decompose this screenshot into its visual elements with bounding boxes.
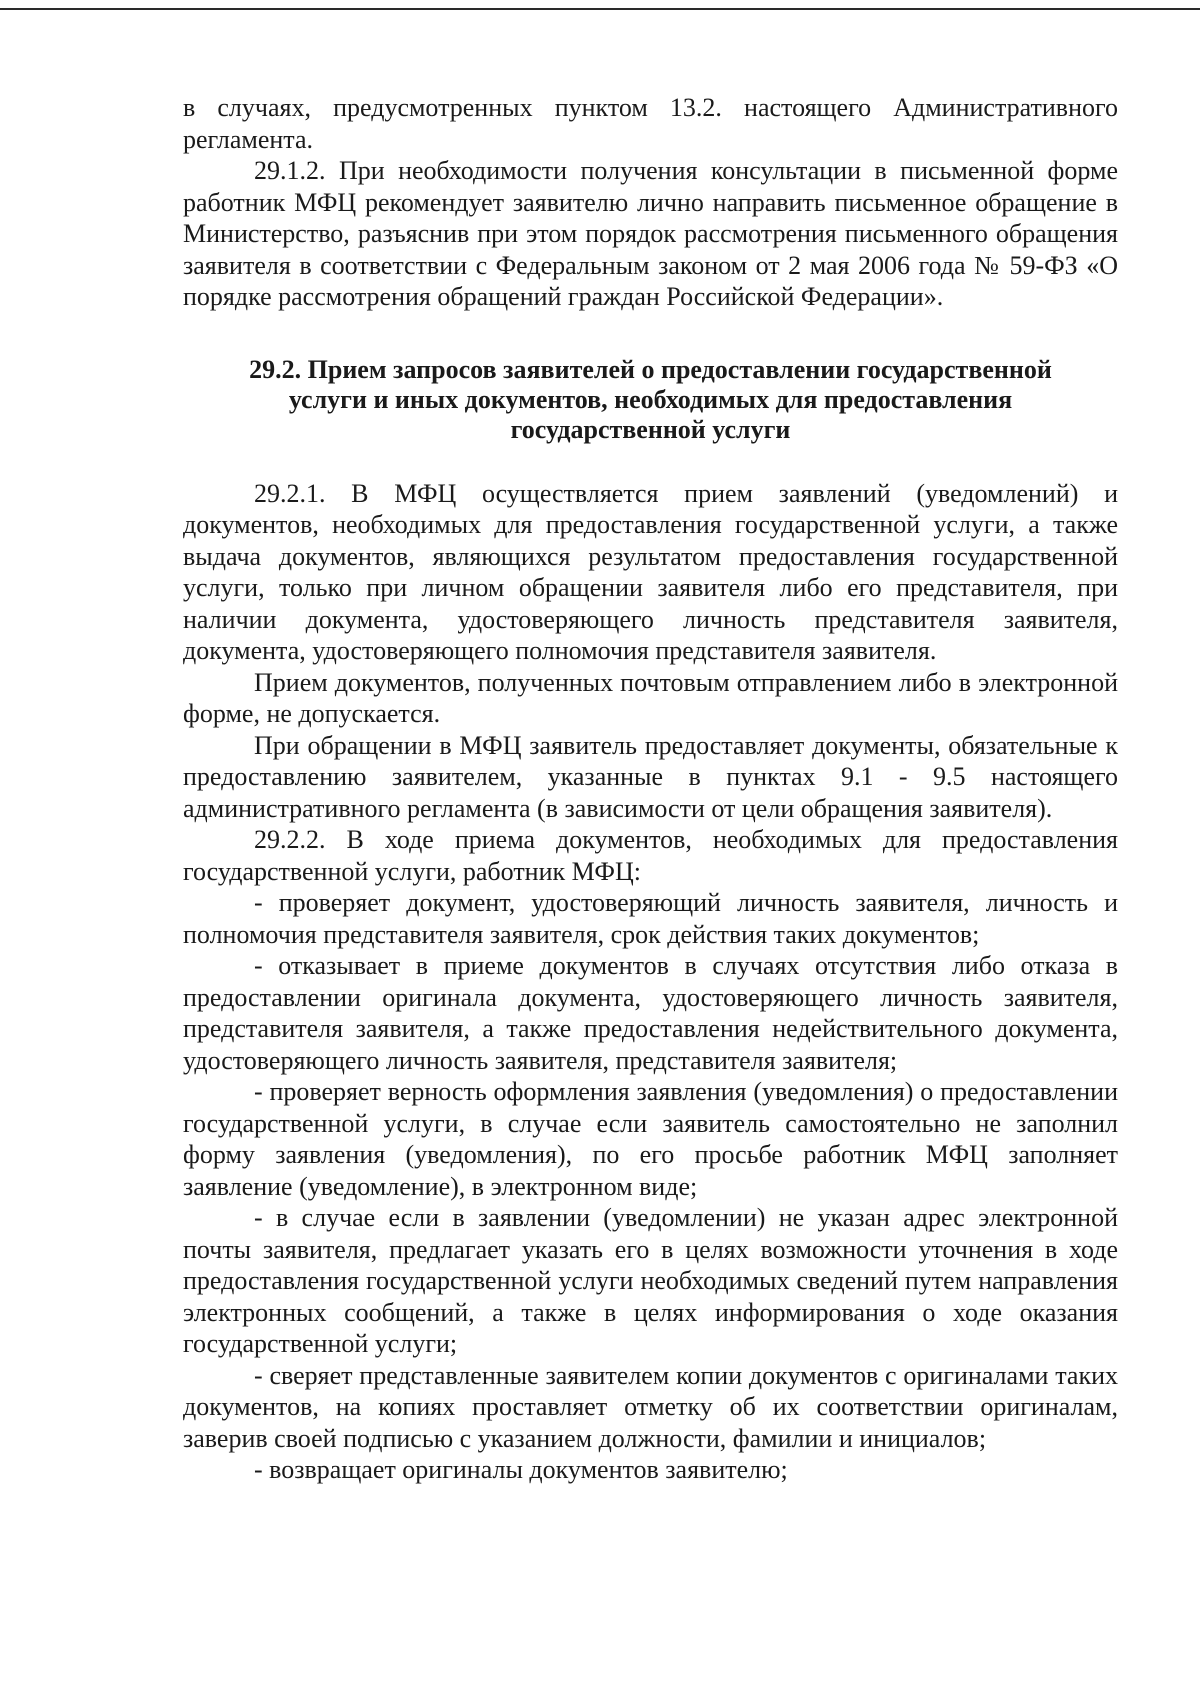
intro-paragraph-29-1-2: 29.1.2. При необходимости получения консультации в письменной форме работник МФЦ рекомендует заявителю лично направить письменное обращение в Министерство, разъяснив при этом порядок рассмотрения письменного обращения заявителя в соответствии с Федеральным законом от 2 мая 2006 года № 59-ФЗ «О порядке рассмотрения обращений граждан Российской Федерации».	[183, 156, 1118, 311]
document-page	[183, 92, 1118, 1486]
intro-paragraph-continued: в случаях, предусмотренных пунктом 13.2. настоящего Административного регламента.	[183, 93, 1118, 154]
list-item-check-application: - проверяет верность оформления заявления (уведомления) о предоставлении государственной услуги, в случае если заявитель самостоятельно не заполнил форму заявления (уведомления), по его просьбе работник МФЦ заполняет заявление (уведомление), в электронном виде;	[183, 1077, 1118, 1201]
list-item-check-identity: - проверяет документ, удостоверяющий личность заявителя, личность и полномочия представителя заявителя, срок действия таких документов;	[183, 888, 1118, 949]
paragraph-mail-not-accepted: Прием документов, полученных почтовым отправлением либо в электронной форме, не допускается.	[183, 667, 1118, 728]
section-heading-line: государственной услуги	[510, 414, 791, 444]
list-item-verify-copies: - сверяет представленные заявителем копии документов с оригиналами таких документов, на копиях проставляет отметку об их соответствии оригиналам, заверив своей подписью с указанием должности, фамилии и инициалов;	[183, 1360, 1118, 1453]
list-item-return-originals: - возвращает оригиналы документов заявителю;	[254, 1455, 788, 1484]
paragraph-29-2-2: 29.2.2. В ходе приема документов, необходимых для предоставления государственной услуги, работник МФЦ:	[183, 825, 1118, 886]
section-heading-line: услуги и иных документов, необходимых для предоставления	[288, 384, 1013, 414]
paragraph-documents-required: При обращении в МФЦ заявитель предоставляет документы, обязательные к предоставлению заявителем, указанные в пунктах 9.1 - 9.5 настоящего административного регламента (в зависимости от цели обращения заявителя).	[183, 730, 1118, 823]
list-item-email-request: - в случае если в заявлении (уведомлении) не указан адрес электронной почты заявителя, предлагает указать его в целях возможности уточнения в ходе предоставления государственной услуги необходимых сведений путем направления электронных сообщений, а также в целях информирования о ходе оказания государственной услуги;	[183, 1203, 1118, 1358]
list-item-refuse-acceptance: - отказывает в приеме документов в случаях отсутствия либо отказа в предоставлении оригинала документа, удостоверяющего личность заявителя, представителя заявителя, а также предоставления недействительного документа, удостоверяющего личность заявителя, представителя заявителя;	[183, 951, 1118, 1075]
section-heading-line: 29.2. Прием запросов заявителей о предоставлении государственной	[249, 354, 1052, 384]
paragraph-29-2-1: 29.2.1. В МФЦ осуществляется прием заявлений (уведомлений) и документов, необходимых для предоставления государственной услуги, а также выдача документов, являющихся результатом предоставления государственной услуги, только при личном обращении заявителя либо его представителя, при наличии документа, удостоверяющего личность представителя заявителя, документа, удостоверяющего полномочия представителя заявителя.	[183, 478, 1118, 665]
section-heading-29-2	[183, 355, 1118, 445]
top-border-line	[0, 8, 1200, 10]
